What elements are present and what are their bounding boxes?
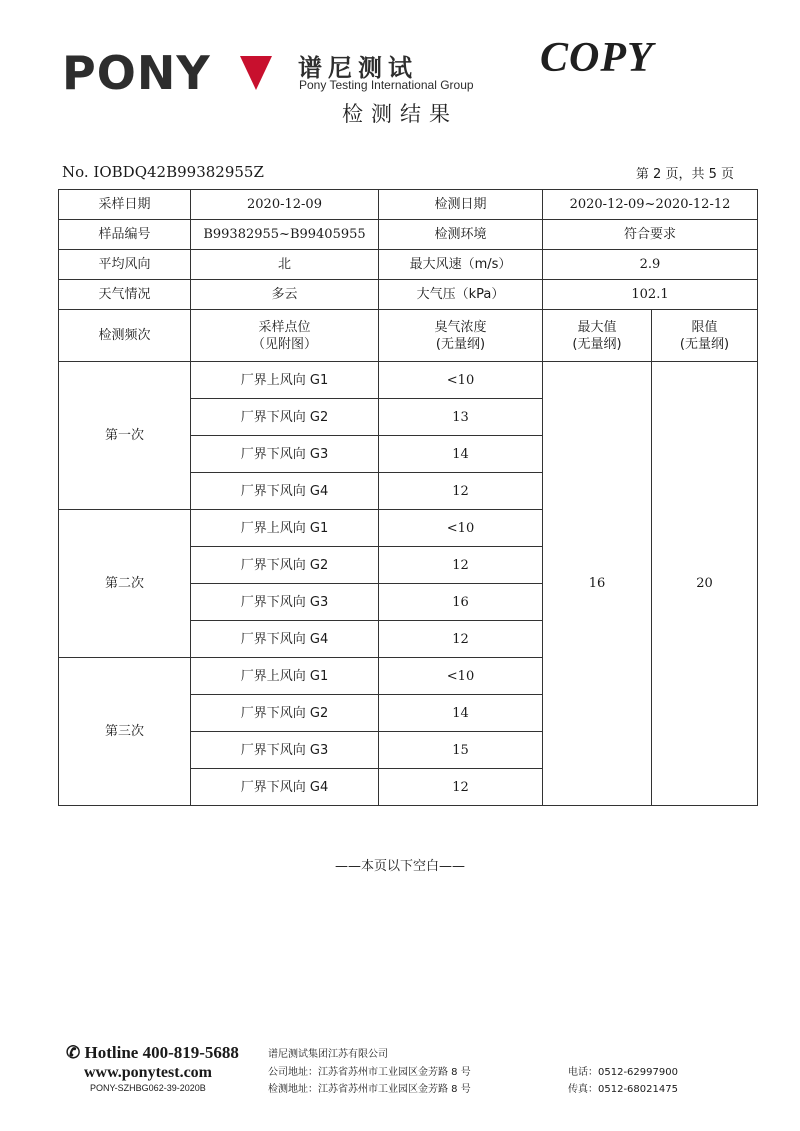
results-table [58, 189, 758, 806]
col-frequency: 检测频次 [59, 310, 191, 362]
sampling-point-cell: 厂界上风向 G1 [191, 362, 379, 399]
odor-value-cell: <10 [379, 510, 543, 547]
odor-value-cell: 16 [379, 584, 543, 621]
document-number: No. IOBDQ42B99382955Z [62, 163, 264, 181]
telephone: 电话：0512-62997900 [568, 1067, 678, 1078]
round-label: 第一次 [59, 362, 191, 510]
odor-value-cell: 12 [379, 547, 543, 584]
col-sampling-point-line2: （见附图） [251, 336, 317, 352]
wind-direction-value: 北 [191, 250, 379, 280]
logo-english-name: Pony Testing International Group [299, 78, 474, 92]
fax: 传真：0512-68021475 [568, 1084, 678, 1095]
blank-below-note: ——本页以下空白—— [334, 859, 465, 874]
info-row [59, 190, 758, 220]
test-date-value: 2020-12-09~2020-12-12 [543, 190, 758, 220]
environment-value: 符合要求 [543, 220, 758, 250]
sampling-point-cell: 厂界下风向 G4 [191, 621, 379, 658]
odor-value-cell: 14 [379, 695, 543, 732]
info-row [59, 280, 758, 310]
odor-value-cell: <10 [379, 362, 543, 399]
col-odor-line2: (无量纲) [435, 336, 486, 352]
environment-label: 检测环境 [379, 220, 543, 250]
odor-value-cell: 12 [379, 769, 543, 806]
pressure-value: 102.1 [543, 280, 758, 310]
col-max-value [543, 310, 652, 362]
sampling-point-cell: 厂界下风向 G3 [191, 436, 379, 473]
testing-address: 检测地址：江苏省苏州市工业园区金芳路 8 号 [268, 1084, 471, 1095]
odor-value-cell: 12 [379, 621, 543, 658]
company-address: 公司地址：江苏省苏州市工业园区金芳路 8 号 [268, 1067, 471, 1078]
logo-triangle-icon [240, 56, 272, 90]
form-code: PONY-SZHBG062-39-2020B [90, 1083, 206, 1093]
table-row [59, 362, 758, 399]
sampling-date-value: 2020-12-09 [191, 190, 379, 220]
company-name: 谱尼测试集团江苏有限公司 [268, 1049, 388, 1060]
page-indicator: 第 2 页，共 5 页 [635, 167, 734, 182]
hotline: ✆ Hotline 400-819-5688 [66, 1043, 239, 1062]
info-row [59, 250, 758, 280]
max-value-cell: 16 [543, 362, 652, 806]
sampling-point-cell: 厂界下风向 G3 [191, 584, 379, 621]
logo-chinese-name: 谱尼测试 [298, 54, 418, 82]
col-odor-concentration [379, 310, 543, 362]
col-sampling-point [191, 310, 379, 362]
page-title: 检测结果 [342, 102, 458, 126]
wind-direction-label: 平均风向 [59, 250, 191, 280]
sampling-point-cell: 厂界上风向 G1 [191, 510, 379, 547]
odor-value-cell: <10 [379, 658, 543, 695]
column-header-row [59, 310, 758, 362]
test-date-label: 检测日期 [379, 190, 543, 220]
sampling-point-cell: 厂界上风向 G1 [191, 658, 379, 695]
weather-label: 天气情况 [59, 280, 191, 310]
logo-wordmark: PONY [62, 46, 211, 100]
col-sampling-point-line1: 采样点位 [258, 319, 311, 335]
sampling-point-cell: 厂界下风向 G2 [191, 399, 379, 436]
col-max-line2: (无量纲) [572, 336, 622, 352]
pressure-label: 大气压（kPa） [379, 280, 543, 310]
odor-value-cell: 14 [379, 436, 543, 473]
odor-value-cell: 12 [379, 473, 543, 510]
col-limit [652, 310, 758, 362]
copy-stamp: COPY [540, 35, 654, 81]
sampling-date-label: 采样日期 [59, 190, 191, 220]
sampling-point-cell: 厂界下风向 G2 [191, 695, 379, 732]
website-link[interactable]: www.ponytest.com [84, 1064, 212, 1081]
col-max-line1: 最大值 [577, 319, 617, 335]
sampling-point-cell: 厂界下风向 G3 [191, 732, 379, 769]
sample-no-value: B99382955~B99405955 [191, 220, 379, 250]
wind-speed-value: 2.9 [543, 250, 758, 280]
sampling-point-cell: 厂界下风向 G4 [191, 769, 379, 806]
weather-value: 多云 [191, 280, 379, 310]
round-label: 第三次 [59, 658, 191, 806]
sampling-point-cell: 厂界下风向 G4 [191, 473, 379, 510]
col-limit-line2: (无量纲) [679, 336, 730, 352]
col-odor-line1: 臭气浓度 [434, 319, 487, 335]
sampling-point-cell: 厂界下风向 G2 [191, 547, 379, 584]
odor-value-cell: 15 [379, 732, 543, 769]
wind-speed-label: 最大风速（m/s） [379, 250, 543, 280]
col-limit-line1: 限值 [691, 319, 718, 335]
sample-no-label: 样品编号 [59, 220, 191, 250]
round-label: 第二次 [59, 510, 191, 658]
info-row [59, 220, 758, 250]
odor-value-cell: 13 [379, 399, 543, 436]
limit-value-cell: 20 [652, 362, 758, 806]
